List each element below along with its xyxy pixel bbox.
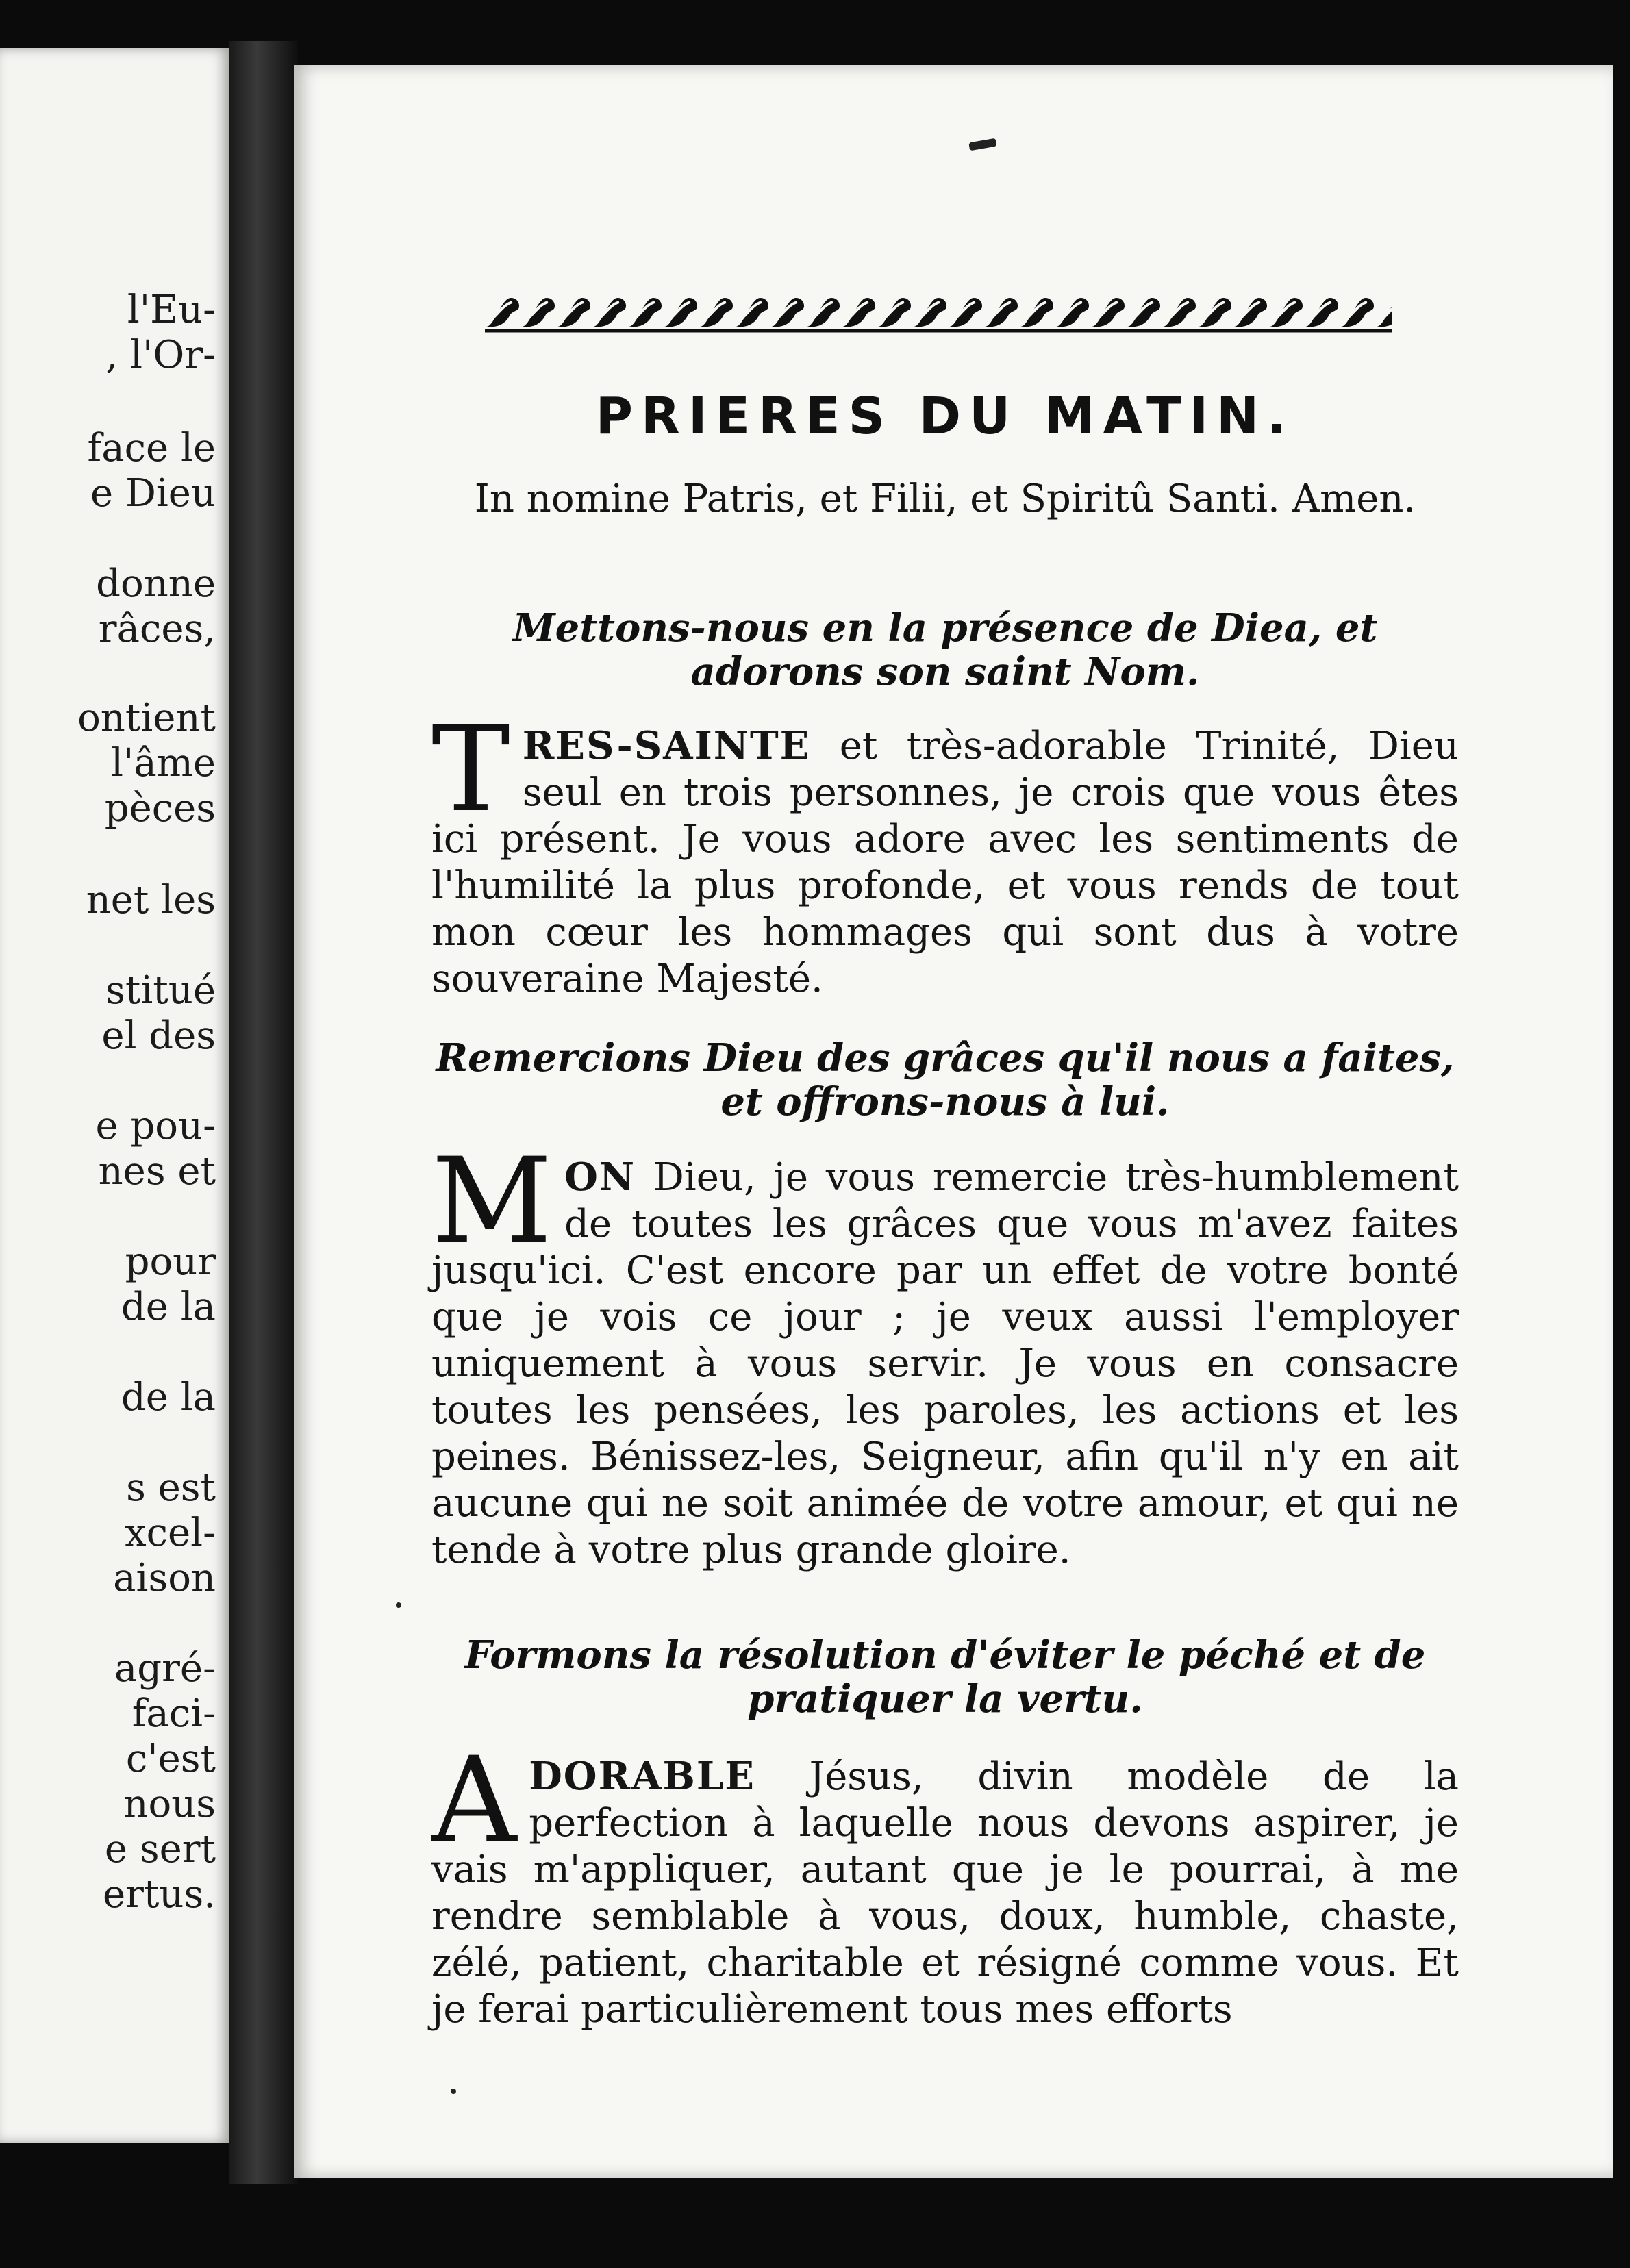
rubric-presence: Mettons-nous en la présence de Diea, et adorons son saint Nom. xyxy=(512,605,1378,694)
ink-dot xyxy=(451,2089,456,2094)
paragraph-thanks xyxy=(431,1132,1459,1574)
left-facing-page xyxy=(0,48,229,2143)
rope-ornament xyxy=(485,291,1392,333)
left-page-line: pèces xyxy=(104,786,216,831)
paragraph-body: Dieu, je vous remercie très-humblement de toutes les grâces que vous m'avez faites jusqu'ici. C'est encore par un effet de votre bonté que je vois ce jour ; je veux aussi l'employer uniquement à vous servir. Je vous en consacre toutes les pensées, les paroles, les actions et les peines. Bénissez-les, Seigneur, afin qu'il n'y en ait aucune qui ne soit animée de votre amour, et qui ne tende à votre plus grande gloire. xyxy=(431,1155,1459,1572)
left-page-line: ertus. xyxy=(102,1872,216,1917)
drop-cap: M xyxy=(431,1132,553,1270)
paragraph-resolution xyxy=(431,1731,1459,2033)
left-page-line: e Dieu xyxy=(90,471,216,516)
rubric-thanks: Remercions Dieu des grâces qu'il nous a faites, et offrons-nous à lui. xyxy=(436,1035,1455,1124)
paragraph-body: et très-adorable Trinité, Dieu seul en trois personnes, je crois que vous êtes ici présent. Je vous adore avec les sentiments de l'humilité la plus profonde, et vous rends de tout mon cœur les hommages qui sont dus à votre souveraine Majesté. xyxy=(431,724,1459,1001)
left-page-line: el des xyxy=(101,1013,216,1058)
left-page-line: aison xyxy=(113,1556,216,1600)
left-page-line: e pou- xyxy=(95,1104,216,1148)
page-title: PRIERES DU MATIN. xyxy=(595,387,1295,446)
paragraph-body: Jésus, divin modèle de la perfection à laquelle nous devons aspirer, je vais m'appliquer, autant que je le pourrai, à me rendre semblable à vous, doux, humble, chaste, zélé, patient, charitable et résigné comme vous. Et je ferai particulièrement tous mes efforts xyxy=(431,1754,1459,2032)
left-page-line: de la xyxy=(121,1285,216,1329)
lead-word: ON xyxy=(564,1155,636,1200)
ink-mark xyxy=(968,138,996,151)
main-page xyxy=(294,65,1613,2178)
lead-word: DORABLE xyxy=(529,1754,755,1799)
left-page-line: l'âme xyxy=(111,741,216,785)
ink-dot xyxy=(396,1602,401,1608)
left-page-line: xcel- xyxy=(125,1511,216,1555)
lead-word: RES-SAINTE xyxy=(522,723,811,768)
left-page-line: s est xyxy=(126,1465,216,1510)
left-page-line: face le xyxy=(87,426,216,470)
left-page-line: e sert xyxy=(104,1827,216,1872)
left-page-line: de la xyxy=(121,1375,216,1420)
left-page-line: c'est xyxy=(125,1737,216,1781)
left-page-line: l'Eu- xyxy=(127,288,216,332)
book-gutter xyxy=(229,41,298,2184)
left-page-line: pour xyxy=(125,1239,216,1284)
drop-cap: T xyxy=(431,701,510,838)
left-page-line: net les xyxy=(86,878,216,922)
left-page-line: stitué xyxy=(105,968,216,1013)
left-page-line: nous xyxy=(123,1782,216,1826)
left-page-line: , l'Or- xyxy=(105,333,216,377)
left-page-line: donne xyxy=(96,562,216,606)
paragraph-trinity xyxy=(431,701,1459,1003)
drop-cap: A xyxy=(431,1731,517,1869)
left-page-line: nes et xyxy=(98,1149,216,1194)
rubric-resolution: Formons la résolution d'éviter le péché et de pratiquer la vertu. xyxy=(464,1633,1426,1722)
left-page-line: agré- xyxy=(114,1646,216,1691)
left-page-line: râces, xyxy=(98,607,216,651)
left-page-line: faci- xyxy=(131,1691,216,1736)
left-page-line: ontient xyxy=(77,696,216,740)
invocation-text: In nomine Patris, et Filii, et Spiritû Santi. Amen. xyxy=(474,477,1416,521)
